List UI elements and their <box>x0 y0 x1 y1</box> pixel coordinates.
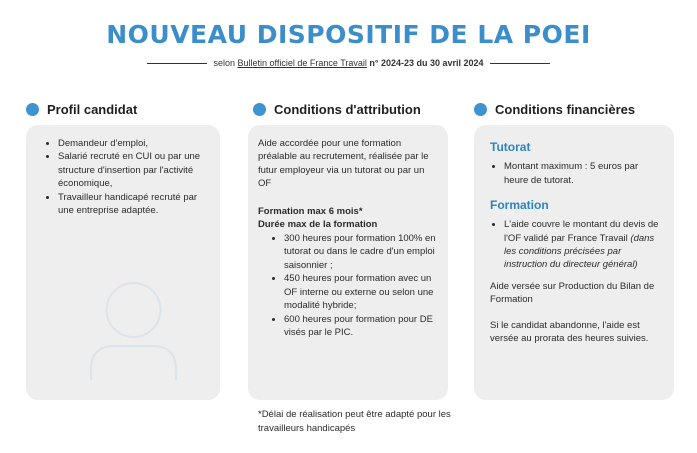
heading-label: Conditions d'attribution <box>274 102 421 117</box>
card-conditions-financieres <box>474 125 674 400</box>
list-item: • Travailleur handicapé recruté par une entreprise adaptée. <box>58 191 208 218</box>
subtitle <box>0 58 697 68</box>
formation-heading: Formation <box>490 198 549 212</box>
formation-list <box>490 218 664 272</box>
heading-conditions-financieres <box>474 102 635 117</box>
person-placeholder-icon <box>86 280 181 380</box>
heading-conditions-attribution <box>253 102 421 117</box>
list-item <box>504 218 664 272</box>
page-title: NOUVEAU DISPOSITIF DE LA POEI <box>106 20 591 49</box>
footnote: *Délai de réalisation peut être adapté pour les travailleurs handicapés <box>258 409 451 435</box>
heading-label: Conditions financières <box>495 102 636 117</box>
bullet-dot-icon <box>474 103 487 116</box>
heading-label: Profil candidat <box>47 102 138 117</box>
subtitle-rule-right <box>490 63 550 64</box>
subtitle-prefix: selon <box>213 58 235 68</box>
durations-list <box>258 232 438 340</box>
profil-list <box>44 137 208 218</box>
max-formation-heading: Durée max de la formation <box>258 219 378 231</box>
abandon-text: Si le candidat abandonne, l'aide est versée au prorata des heures suivies. <box>490 319 649 345</box>
list-item: • 450 heures pour formation avec un OF interne ou externe ou selon une modalité hybride; <box>284 272 438 312</box>
list-item: • Salarié recruté en CUI ou par une structure d'insertion par l'activité économique, <box>58 150 208 190</box>
card-conditions-attribution <box>248 125 448 400</box>
formation-item-text: L'aide couvre le montant du devis de l'OF validé par France Travail <box>504 219 659 244</box>
heading-profil-candidat <box>26 102 137 117</box>
subtitle-rule-left <box>147 63 207 64</box>
subtitle-ref: n° 2024-23 du 30 avril 2024 <box>369 58 484 68</box>
list-item: • Montant maximum : 5 euros par heure de tutorat. <box>504 160 664 187</box>
max-duration-text: Formation max 6 mois* <box>258 205 363 217</box>
tutorat-heading: Tutorat <box>490 140 531 154</box>
tutorat-list <box>490 160 664 187</box>
bullet-dot-icon <box>26 103 39 116</box>
formation-item-note: (dans les conditions précisées par instruction du directeur général) <box>504 232 655 271</box>
card-profil-candidat <box>26 125 220 400</box>
bullet-dot-icon <box>253 103 266 116</box>
list-item: • Demandeur d'emploi, <box>58 137 208 150</box>
intro-text: Aide accordée pour une formation préalable au recrutement, réalisée par le futur employeur via un tutorat ou par un OF <box>258 138 429 190</box>
subtitle-link[interactable]: Bulletin officiel de France Travail <box>237 58 367 68</box>
list-item: • 600 heures pour formation pour DE visés par le PIC. <box>284 313 438 340</box>
list-item: • 300 heures pour formation 100% en tutorat ou dans le cadre d'un emploi saisonnier ; <box>284 232 438 272</box>
bilan-text: Aide versée sur Production du Bilan de Formation <box>490 280 655 306</box>
